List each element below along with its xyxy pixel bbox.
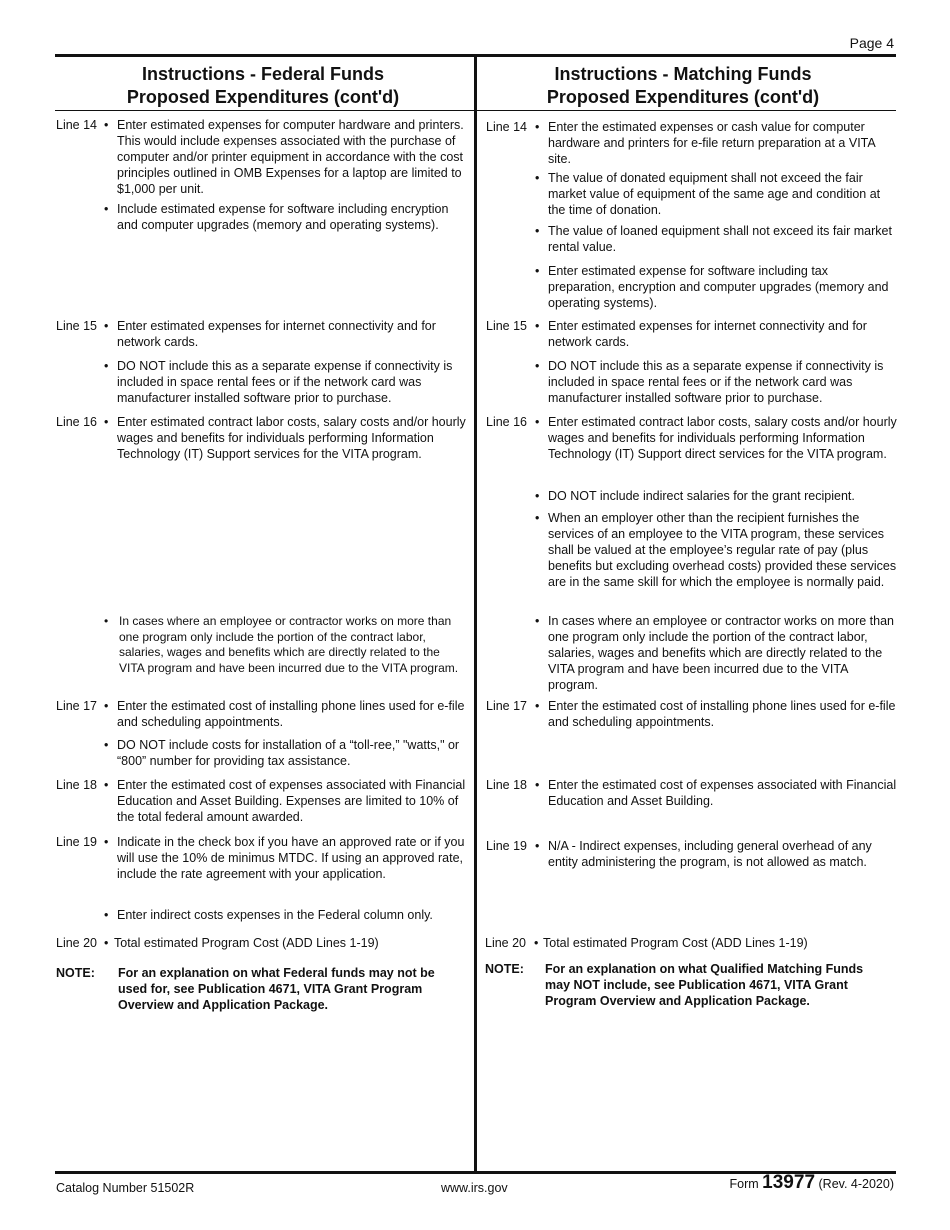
instruction-text: Indicate in the check box if you have an approved rate or if you will use the 10% de minimus MTDC. If using an approved rate, include the rate agreement with your application. <box>117 835 465 881</box>
instruction-text: Enter estimated contract labor costs, salary costs and/or hourly wages and benefits for individuals performing Information Technology (IT) Support services for the VITA program. <box>117 415 466 461</box>
instruction-text: Total estimated Program Cost (ADD Lines 1-19) <box>543 936 808 950</box>
instruction-text: Enter the estimated cost of installing phone lines used for e-file and scheduling appointments. <box>548 699 896 729</box>
line-label: Line 20 <box>485 936 527 950</box>
instruction-text: Enter estimated expenses for computer hardware and printers. This would include expenses associated with the purchase of computer and/or printer equipment in accordance with the cost principles outlined in OMB Expenses for a laptop are limited to $1,000 per unit. <box>117 118 464 196</box>
bullet: • <box>535 120 540 134</box>
instruction-text: The value of donated equipment shall not exceed the fair market value of equipment of the same age and condition at the time of donation. <box>548 171 881 217</box>
line-label: Line 15 <box>486 319 528 333</box>
line-label: Line 19 <box>56 835 98 849</box>
instruction-text: Enter estimated expenses for internet connectivity and for network cards. <box>548 319 867 349</box>
page-number: Page 4 <box>849 35 894 51</box>
bullet: • <box>104 614 109 628</box>
instruction-text: Enter indirect costs expenses in the Federal column only. <box>117 908 433 922</box>
bullet: • <box>535 489 540 503</box>
instruction-text: Enter the estimated expenses or cash value for computer hardware and printers for e-file return preparation at a VITA site. <box>548 120 876 166</box>
matching-heading-line1: Instructions - Matching Funds <box>554 64 812 84</box>
bullet: • <box>104 835 109 849</box>
line-label: Line 18 <box>486 778 528 792</box>
line-label: Line 17 <box>486 699 528 713</box>
bullet: • <box>104 908 109 922</box>
instruction-text: Enter estimated expense for software including tax preparation, encryption and computer upgrades (memory and operating systems). <box>548 264 889 310</box>
line-label: Line 17 <box>56 699 98 713</box>
website: www.irs.gov <box>441 1181 508 1195</box>
instruction-text: DO NOT include this as a separate expense if connectivity is included in space rental fees or if the network card was manufacturer installed software prior to purchase. <box>548 359 884 405</box>
bullet: • <box>104 319 109 333</box>
instruction-text: Enter estimated expenses for internet connectivity and for network cards. <box>117 319 436 349</box>
bullet: • <box>104 738 109 752</box>
federal-heading-line2: Proposed Expenditures (cont'd) <box>126 87 400 107</box>
instruction-text: DO NOT include indirect salaries for the grant recipient. <box>548 489 855 503</box>
instruction-text: N/A - Indirect expenses, including general overhead of any entity administering the program, is not allowed as match. <box>548 839 872 869</box>
form-identifier <box>729 1172 894 1193</box>
bullet: • <box>535 614 540 628</box>
matching-note-text: For an explanation on what Qualified Matching Funds may NOT include, see Publication 4671, VITA Grant Program Overview and Application Package. <box>545 962 864 1008</box>
matching-funds-heading <box>483 63 883 109</box>
form-revision: (Rev. 4-2020) <box>818 1177 894 1191</box>
line-label: Line 18 <box>56 778 98 792</box>
line-label: Line 14 <box>486 120 528 134</box>
bullet: • <box>104 202 109 216</box>
federal-heading-line1: Instructions - Federal Funds <box>141 64 385 84</box>
matching-note-label: NOTE: <box>485 962 524 976</box>
bullet: • <box>104 415 109 429</box>
instruction-text: Enter the estimated cost of installing phone lines used for e-file and scheduling appointments. <box>117 699 465 729</box>
bullet: • <box>535 264 540 278</box>
instruction-text: Enter the estimated cost of expenses associated with Financial Education and Asset Building. Expenses are limited to 10% of the total federal amount awarded. <box>117 778 466 824</box>
line-label: Line 14 <box>56 118 98 132</box>
bullet: • <box>535 319 540 333</box>
bullet: • <box>535 699 540 713</box>
instruction-text: In cases where an employee or contractor works on more than one program only include the portion of the contract labor, salaries, wages and benefits which are directly related to the VITA program and have been incurred due to the VITA program. <box>548 614 895 692</box>
line-label: Line 20 <box>56 936 98 950</box>
federal-funds-heading <box>63 63 463 109</box>
bullet: • <box>535 839 540 853</box>
bullet: • <box>535 778 540 792</box>
instruction-text: Enter the estimated cost of expenses associated with Financial Education and Asset Building. <box>548 778 897 808</box>
instruction-text: Total estimated Program Cost (ADD Lines 1-19) <box>114 936 379 950</box>
line-label: Line 16 <box>56 415 98 429</box>
bullet: • <box>104 118 109 132</box>
instruction-text: When an employer other than the recipient furnishes the services of an employee to the VITA program, these services shall be valued at the employee’s regular rate of pay (plus benefits but excluding overhead costs) provided these services are in the same skill for which the employee is normally paid. <box>548 511 897 589</box>
line-label: Line 16 <box>486 415 528 429</box>
bullet: • <box>104 359 109 373</box>
catalog-number: Catalog Number 51502R <box>56 1181 195 1195</box>
instruction-text: DO NOT include costs for installation of a “toll-ree,” "watts," or “800” number for providing tax assistance. <box>117 738 460 768</box>
line-label: Line 15 <box>56 319 98 333</box>
line-label: Line 19 <box>486 839 528 853</box>
form-number: 13977 <box>762 1172 816 1193</box>
column-divider <box>474 54 477 1174</box>
federal-note-label: NOTE: <box>56 966 95 980</box>
federal-note-text: For an explanation on what Federal funds may not be used for, see Publication 4671, VITA Grant Program Overview and Application Package. <box>118 966 435 1012</box>
bullet: • <box>534 936 539 950</box>
form-prefix: Form <box>729 1177 759 1191</box>
bullet: • <box>104 699 109 713</box>
bullet: • <box>535 415 540 429</box>
bullet: • <box>535 171 540 185</box>
instruction-text: DO NOT include this as a separate expense if connectivity is included in space rental fees or if the network card was manufacturer installed software prior to purchase. <box>117 359 453 405</box>
instruction-text: The value of loaned equipment shall not exceed its fair market rental value. <box>548 224 892 254</box>
bullet: • <box>535 359 540 373</box>
instruction-text: Enter estimated contract labor costs, salary costs and/or hourly wages and benefits for individuals performing Information Technology (IT) Support direct services for the VITA program. <box>548 415 897 461</box>
instruction-text: Include estimated expense for software including encryption and computer upgrades (memory and operating systems). <box>117 202 449 232</box>
bullet: • <box>104 778 109 792</box>
instruction-text: In cases where an employee or contractor works on more than one program only include the portion of the contract labor, salaries, wages and benefits which are directly related to the VITA program and have been incurred due to the VITA program. <box>119 614 459 675</box>
matching-heading-line2: Proposed Expenditures (cont'd) <box>546 87 820 107</box>
bullet: • <box>104 936 109 950</box>
bullet: • <box>535 511 540 525</box>
bullet: • <box>535 224 540 238</box>
